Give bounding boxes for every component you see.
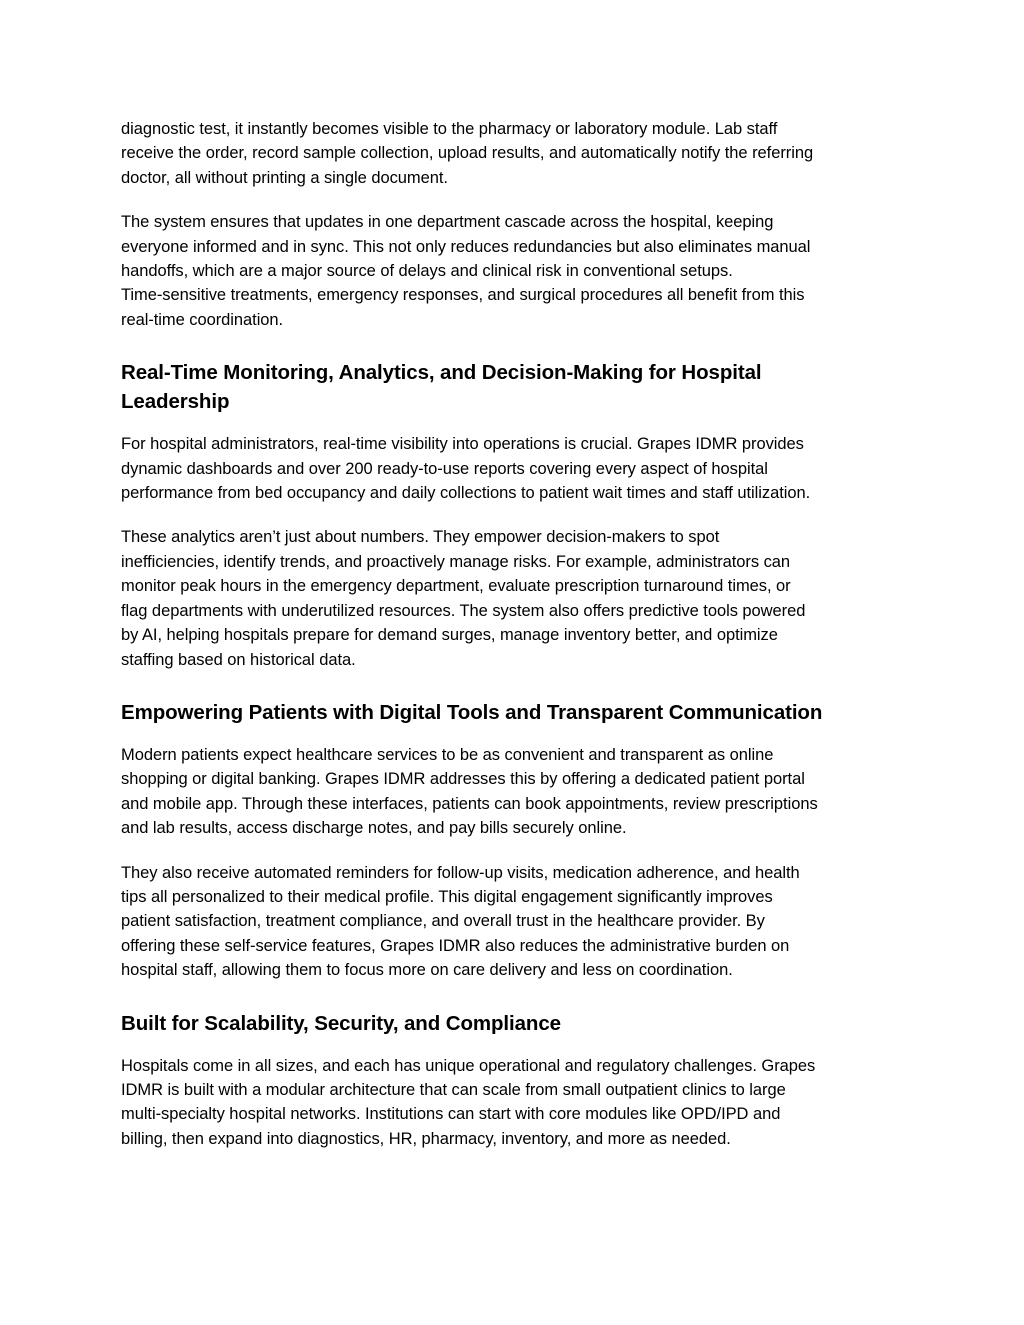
heading-line: Leadership — [121, 390, 230, 414]
text-line: patient satisfaction, treatment compliance, and overall trust in the healthcare provider. By — [121, 912, 765, 931]
text-line: staffing based on historical data. — [121, 650, 356, 669]
section-heading-scalability — [121, 1009, 911, 1038]
paragraph-cascade-updates — [121, 210, 911, 332]
text-line: shopping or digital banking. Grapes IDMR addresses this by offering a dedicated patient portal — [121, 770, 805, 789]
paragraph-patient-portal — [121, 743, 911, 841]
text-line: hospital staff, allowing them to focus more on care delivery and less on coordination. — [121, 961, 733, 980]
text-line: multi-specialty hospital networks. Institutions can start with core modules like OPD/IPD and — [121, 1105, 781, 1124]
text-line: handoffs, which are a major source of delays and clinical risk in conventional setups. — [121, 262, 733, 281]
text-line: performance from bed occupancy and daily collections to patient wait times and staff utilization. — [121, 484, 811, 503]
paragraph-modular-architecture — [121, 1054, 911, 1152]
text-line: flag departments with underutilized resources. The system also offers predictive tools powered — [121, 601, 806, 620]
section-heading-patients — [121, 698, 911, 727]
document-page — [121, 117, 911, 1171]
text-line: and mobile app. Through these interfaces, patients can book appointments, review prescriptions — [121, 794, 818, 813]
text-line: diagnostic test, it instantly becomes visible to the pharmacy or laboratory module. Lab staff — [121, 120, 778, 138]
text-line: Modern patients expect healthcare services to be as convenient and transparent as online — [121, 745, 774, 764]
text-line: billing, then expand into diagnostics, HR, pharmacy, inventory, and more as needed. — [121, 1129, 731, 1148]
text-line: offering these self-service features, Grapes IDMR also reduces the administrative burden on — [121, 936, 790, 955]
text-line: doctor, all without printing a single document. — [121, 168, 448, 187]
paragraph-administrators — [121, 432, 911, 505]
paragraph-lab-workflow — [121, 117, 911, 190]
text-line: real-time coordination. — [121, 310, 284, 329]
text-line: receive the order, record sample collection, upload results, and automatically notify the referring — [121, 144, 814, 163]
section-heading-monitoring — [121, 358, 911, 416]
paragraph-reminders — [121, 861, 911, 983]
text-line: monitor peak hours in the emergency department, evaluate prescription turnaround times, or — [121, 577, 791, 596]
text-line: everyone informed and in sync. This not only reduces redundancies but also eliminates manual — [121, 237, 811, 256]
text-line: dynamic dashboards and over 200 ready-to-use reports covering every aspect of hospital — [121, 459, 768, 478]
text-line: The system ensures that updates in one department cascade across the hospital, keeping — [121, 213, 774, 232]
text-line: They also receive automated reminders for follow-up visits, medication adherence, and health — [121, 863, 800, 882]
text-line: These analytics aren’t just about numbers. They empower decision-makers to spot — [121, 528, 720, 547]
text-line: by AI, helping hospitals prepare for demand surges, manage inventory better, and optimize — [121, 626, 778, 645]
text-line: tips all personalized to their medical profile. This digital engagement significantly improves — [121, 887, 773, 906]
heading-line: Built for Scalability, Security, and Compliance — [121, 1011, 561, 1035]
text-line: Time-sensitive treatments, emergency responses, and surgical procedures all benefit from this — [121, 286, 805, 305]
heading-line: Empowering Patients with Digital Tools and Transparent Communication — [121, 700, 823, 724]
text-line: For hospital administrators, real-time visibility into operations is crucial. Grapes IDMR provides — [121, 435, 804, 454]
text-line: inefficiencies, identify trends, and proactively manage risks. For example, administrators can — [121, 552, 791, 571]
heading-line: Real-Time Monitoring, Analytics, and Decision-Making for Hospital — [121, 361, 762, 385]
text-line: IDMR is built with a modular architecture that can scale from small outpatient clinics to large — [121, 1080, 786, 1099]
text-line: and lab results, access discharge notes, and pay bills securely online. — [121, 819, 627, 838]
text-line: Hospitals come in all sizes, and each has unique operational and regulatory challenges. Grapes — [121, 1056, 816, 1075]
paragraph-analytics — [121, 525, 911, 671]
